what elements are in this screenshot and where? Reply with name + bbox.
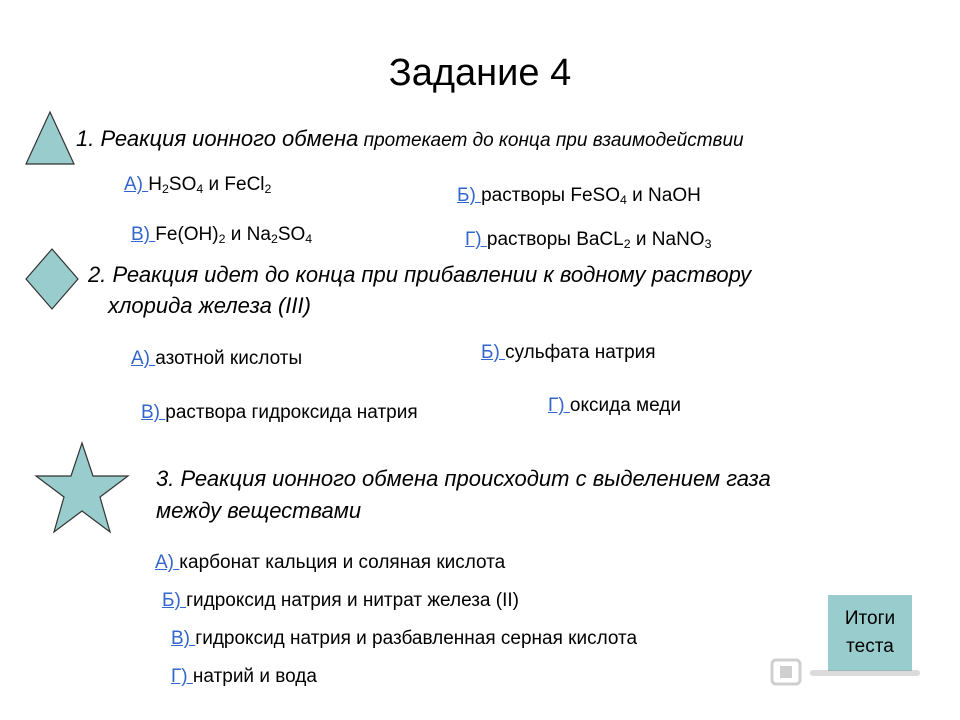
diamond-icon[interactable] xyxy=(24,247,80,311)
q1-option-g-link[interactable]: Г) xyxy=(465,229,487,250)
test-results-line-2: теста xyxy=(846,636,894,657)
q1-option-b: Б) растворы FeSO$_4$ и NaOH xyxy=(457,185,701,208)
q3-option-b: Б) гидроксид натрия и нитрат железа (II) xyxy=(162,590,519,611)
q3-option-a: А) карбонат кальция и соляная кислота xyxy=(155,552,506,573)
q2-option-a-link[interactable]: А) xyxy=(131,348,156,369)
q2-option-g: Г) оксида меди xyxy=(548,395,681,416)
q1-option-a: А) $H_2SO_4$ и FeCl$_2$ xyxy=(124,174,272,197)
q1-option-v: В) $Fe(OH)_2$ и $Na_2SO_4$ xyxy=(131,224,313,247)
q2-option-a: А) азотной кислоты xyxy=(131,348,303,369)
q3-option-v-link[interactable]: В) xyxy=(171,628,196,649)
triangle-icon[interactable] xyxy=(24,110,76,166)
q1-option-a-link[interactable]: А) xyxy=(124,174,149,195)
question-3-line-2: между веществами xyxy=(156,498,362,523)
question-1 xyxy=(76,126,744,152)
q2-option-b-link[interactable]: Б) xyxy=(481,342,506,363)
question-1-bold: 1. Реакция ионного обмена xyxy=(76,126,359,151)
page-title: Задание 4 xyxy=(388,52,572,94)
q1-option-v-link[interactable]: В) xyxy=(131,224,156,245)
star-icon[interactable] xyxy=(34,440,130,536)
test-results-line-1: Итоги xyxy=(844,608,896,629)
q2-option-b: Б) сульфата натрия xyxy=(481,342,656,363)
question-2-line-1: 2. Реакция идет до конца при прибавлении к водному раствору xyxy=(88,262,752,287)
question-3-line-1: 3. Реакция ионного обмена происходит с выделением газа xyxy=(156,466,771,491)
question-2-line-2: хлорида железа (III) xyxy=(108,293,311,318)
q1-option-b-link[interactable]: Б) xyxy=(457,185,482,206)
q3-option-g-link[interactable]: Г) xyxy=(171,666,193,687)
q3-option-b-link[interactable]: Б) xyxy=(162,590,187,611)
q1-option-g: Г) растворы BaCL$_2$ и NaNO$_3$ xyxy=(465,229,712,252)
mykshare-logo-icon xyxy=(770,652,930,692)
q2-option-v: В) раствора гидроксида натрия xyxy=(141,402,418,423)
q3-option-a-link[interactable]: А) xyxy=(155,552,180,573)
q2-option-g-link[interactable]: Г) xyxy=(548,395,570,416)
q3-option-g: Г) натрий и вода xyxy=(171,666,317,687)
q2-option-v-link[interactable]: В) xyxy=(141,402,166,423)
q3-option-v: В) гидроксид натрия и разбавленная серная кислота xyxy=(171,628,638,649)
question-1-rest: протекает до конца при взаимодействии xyxy=(358,130,744,151)
